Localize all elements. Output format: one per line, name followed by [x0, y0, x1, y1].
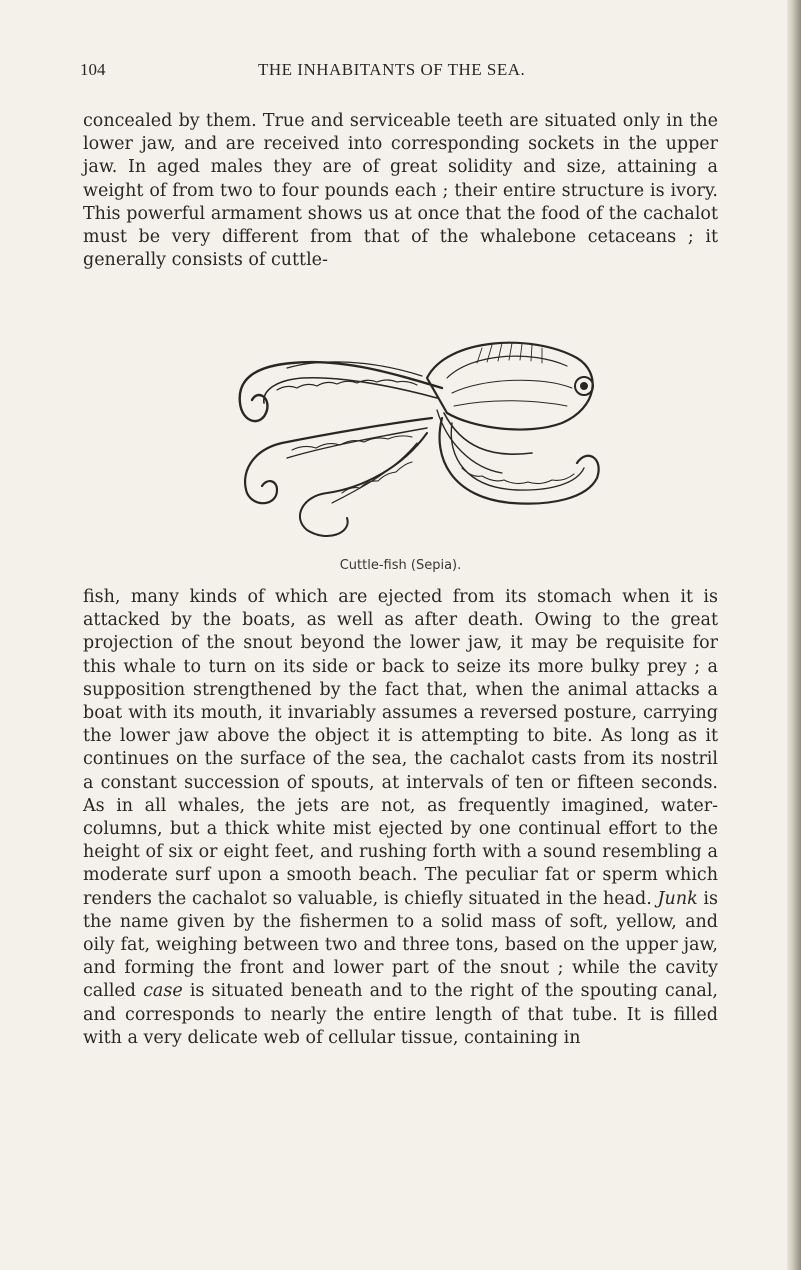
- paragraph-bottom-part2: is the name given by the fishermen to a solid mass of soft, yellow, and oily fat, weighing between two and three tons, based on the upper jaw, and forming the front and lower part of the snout ; while the cavity called: [83, 888, 719, 1002]
- paragraph-bottom-part3: is situated beneath and to the right of the spouting canal, and corresponds to nearly the entire length of that tube. It is filled with a very delicate web of cellular tissue, containing in: [83, 981, 718, 1048]
- cuttlefish-engraving-icon: [232, 318, 602, 550]
- page-number: 104: [80, 60, 106, 79]
- italic-junk: Junk: [657, 888, 698, 909]
- paragraph-bottom: [83, 586, 718, 1050]
- page-header: [0, 60, 801, 86]
- cuttlefish-illustration: [232, 318, 602, 550]
- body-text-top: [83, 110, 718, 272]
- italic-case: case: [143, 981, 183, 1002]
- paragraph-bottom-part1: fish, many kinds of which are ejected from its stomach when it is attacked by the boats, as well as after death. Owing to the great projection of the snout beyond the lower jaw, it may be requisite for this whale to turn on its side or back to seize its more bulky prey ; a supposition strengthened by the fact that, when the animal attacks a boat with its mouth, it invariably assumes a reversed posture, carrying the lower jaw above the object it is attempting to bite. As long as it continues on the surface of the sea, the cachalot casts from its nostril a constant succession of spouts, at intervals of ten or fifteen seconds. As in all whales, the jets are not, as frequently imagined, water-columns, but a thick white mist ejected by one continual effort to the height of six or eight feet, and rushing forth with a sound resembling a moderate surf upon a smooth beach. The peculiar fat or sperm which renders the cachalot so valuable, is chiefly situated in the head.: [83, 587, 718, 909]
- figure-caption: Cuttle-fish (Sepia).: [339, 558, 462, 573]
- body-text-bottom: [83, 586, 718, 1050]
- paragraph-top: concealed by them. True and serviceable teeth are situated only in the lower jaw, and are received into corresponding sockets in the upper jaw. In aged males they are of great solidity and size, attaining a weight of from two to four pounds each ; their entire structure is ivory. This powerful armament shows us at once that the food of the cachalot must be very different from that of the whalebone cetaceans ; it generally consists of cuttle-: [83, 111, 718, 271]
- running-head: THE INHABITANTS OF THE SEA.: [258, 60, 526, 79]
- page-edge: [787, 0, 801, 1270]
